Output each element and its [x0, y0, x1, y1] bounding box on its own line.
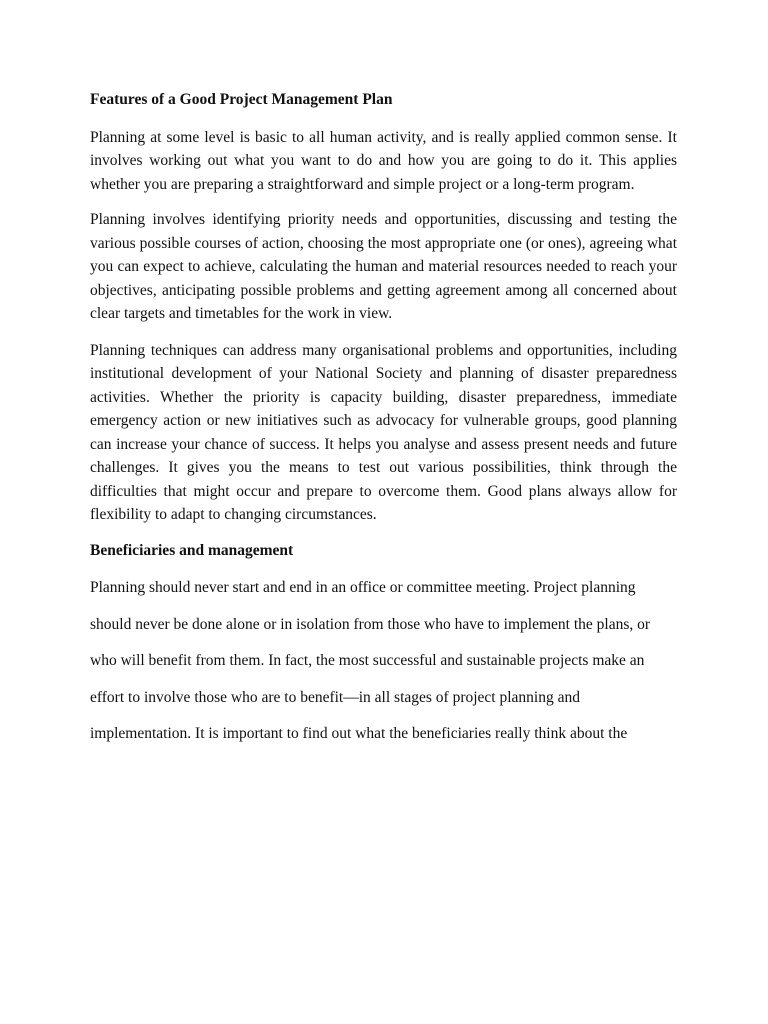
paragraph-beneficiaries-line-4: effort to involve those who are to benefit—in all stages of project planning and — [90, 688, 580, 706]
paragraph-beneficiaries-line-1: Planning should never start and end in an office or committee meeting. Project planning — [90, 579, 636, 596]
paragraph-beneficiaries-line-5: implementation. It is important to find out what the beneficiaries really think about the — [90, 725, 628, 742]
paragraph-planning-basics: Planning at some level is basic to all human activity, and is really applied common sense. It involves working out what you want to do and how you are going to do it. This applies whether you are preparing a straightforward and simple project or a long-term program. — [90, 128, 677, 193]
paragraph-planning-techniques: Planning techniques can address many organisational problems and opportunities, including institutional development of your National Society and planning of disaster preparedness activities. Whether the priority is capacity building, disaster preparedness, immediate emergency action or new initiatives such as advocacy for vulnerable groups, good planning can increase your chance of success. It helps you analyse and assess present needs and future challenges. It gives you the means to test out various possibilities, think through the difficulties that might occur and prepare to overcome them. Good plans always allow for flexibility to adapt to changing circumstances. — [90, 341, 677, 523]
document-body — [90, 88, 677, 759]
section-heading-beneficiaries: Beneficiaries and management — [90, 541, 294, 559]
section-heading-features: Features of a Good Project Management Plan — [90, 91, 393, 108]
paragraph-beneficiaries-line-2: should never be done alone or in isolation from those who have to implement the plans, or — [90, 615, 651, 633]
paragraph-beneficiaries-line-3: who will benefit from them. In fact, the most successful and sustainable projects make an — [90, 652, 645, 669]
paragraph-planning-involves: Planning involves identifying priority needs and opportunities, discussing and testing the various possible courses of action, choosing the most appropriate one (or ones), agreeing what you can expect to achieve, calculating the human and material resources needed to reach your objectives, anticipating possible problems and getting agreement among all concerned about clear targets and timetables for the work in view. — [90, 211, 677, 322]
